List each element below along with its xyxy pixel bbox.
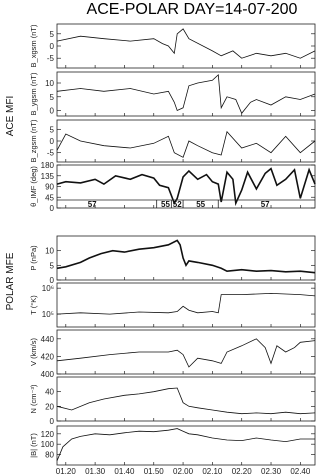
x-tick-label: 02.00 bbox=[173, 467, 194, 475]
panel-frame bbox=[57, 330, 315, 374]
x-tick-label: 01.20 bbox=[55, 467, 76, 475]
y-tick-label: 0 bbox=[49, 137, 54, 146]
x-tick-label: 02.10 bbox=[202, 467, 223, 475]
y-tick-label: 10⁵ bbox=[41, 310, 54, 320]
y-tick-label: 440 bbox=[40, 334, 54, 344]
sector-label: 57 bbox=[260, 200, 270, 209]
x-tick-label: 02.40 bbox=[290, 467, 311, 475]
y-axis-label: P (nPa) bbox=[29, 245, 38, 271]
panel bbox=[29, 377, 315, 426]
panel bbox=[29, 426, 315, 465]
panel-frame bbox=[57, 426, 315, 465]
x-tick-label: 02.30 bbox=[261, 467, 282, 475]
y-tick-label: 0 bbox=[49, 106, 54, 116]
y-axis-label: T (°K) bbox=[29, 295, 38, 315]
series-line bbox=[57, 29, 315, 58]
panel-frame bbox=[57, 72, 315, 116]
y-tick-label: 120 bbox=[40, 429, 54, 439]
group-label: ACE MFI bbox=[5, 95, 16, 137]
y-axis-label: V (km/s) bbox=[29, 338, 38, 366]
panel bbox=[29, 161, 315, 213]
y-tick-label: 400 bbox=[40, 370, 54, 379]
y-tick-label: 10 bbox=[45, 246, 54, 256]
x-axis bbox=[56, 467, 311, 475]
series-line bbox=[57, 75, 315, 114]
y-axis-label: |B| (nT) bbox=[29, 433, 38, 458]
figure-title: ACE-POLAR DAY=14-07-200 bbox=[86, 1, 298, 18]
y-tick-label: 5 bbox=[49, 125, 54, 135]
y-tick-label: -5 bbox=[46, 54, 54, 64]
group-labels bbox=[5, 96, 16, 311]
y-tick-label: 90 bbox=[45, 182, 54, 192]
series-line bbox=[57, 429, 315, 461]
panel-frame bbox=[57, 236, 315, 280]
y-tick-label: 80 bbox=[45, 450, 54, 460]
panel-frame bbox=[57, 283, 315, 327]
y-tick-label: 180 bbox=[40, 161, 54, 170]
y-axis-label: B_ygsm (nT) bbox=[29, 72, 38, 116]
series-line bbox=[57, 339, 315, 367]
sector-label: 52 bbox=[172, 200, 182, 209]
y-tick-label: -5 bbox=[46, 148, 54, 158]
panel-frame bbox=[57, 24, 315, 68]
x-tick-label: 01.50 bbox=[143, 467, 164, 475]
panel-frame bbox=[57, 377, 315, 421]
y-tick-label: 100 bbox=[40, 440, 54, 450]
y-tick-label: 20 bbox=[45, 402, 54, 412]
sector-label: 55 bbox=[196, 200, 206, 209]
y-tick-label: 0 bbox=[49, 42, 54, 51]
y-tick-label: 0 bbox=[49, 276, 54, 285]
series-line bbox=[57, 132, 315, 158]
y-axis-label: θ_IMF (deg) bbox=[29, 166, 38, 207]
sector-label: 57 bbox=[87, 200, 97, 209]
panel bbox=[29, 236, 315, 285]
series-line bbox=[57, 240, 315, 272]
x-tick-label: 02.20 bbox=[231, 467, 252, 475]
sector-label: 55 bbox=[161, 200, 170, 209]
series-line bbox=[57, 169, 315, 204]
y-axis-label: B_zgsm (nT) bbox=[29, 119, 38, 163]
group-label: POLAR MFE bbox=[5, 252, 16, 311]
y-tick-label: 40 bbox=[45, 387, 54, 397]
x-tick-label: 01.40 bbox=[114, 467, 135, 475]
panel bbox=[29, 72, 315, 116]
y-axis-label: N (cm⁻³) bbox=[29, 384, 38, 414]
panel bbox=[29, 119, 315, 162]
y-tick-label: 10⁶ bbox=[41, 284, 54, 294]
y-tick-label: 420 bbox=[40, 352, 54, 362]
y-tick-label: 45 bbox=[45, 193, 54, 203]
panel bbox=[29, 24, 315, 68]
panel bbox=[29, 283, 315, 327]
y-tick-label: 5 bbox=[49, 92, 54, 102]
y-tick-label: 0 bbox=[49, 204, 54, 213]
panels bbox=[29, 24, 315, 465]
series-line bbox=[57, 388, 315, 414]
y-axis-label: B_xgsm (nT) bbox=[29, 24, 38, 68]
panel bbox=[29, 330, 315, 379]
y-tick-label: 135 bbox=[40, 171, 54, 181]
y-tick-label: 10 bbox=[45, 79, 54, 88]
y-tick-label: 5 bbox=[49, 261, 54, 271]
panel-frame bbox=[57, 120, 315, 162]
x-tick-label: 01.30 bbox=[85, 467, 106, 475]
y-tick-label: 0 bbox=[49, 417, 54, 426]
series-line bbox=[57, 293, 315, 314]
y-tick-label: 5 bbox=[49, 29, 54, 39]
